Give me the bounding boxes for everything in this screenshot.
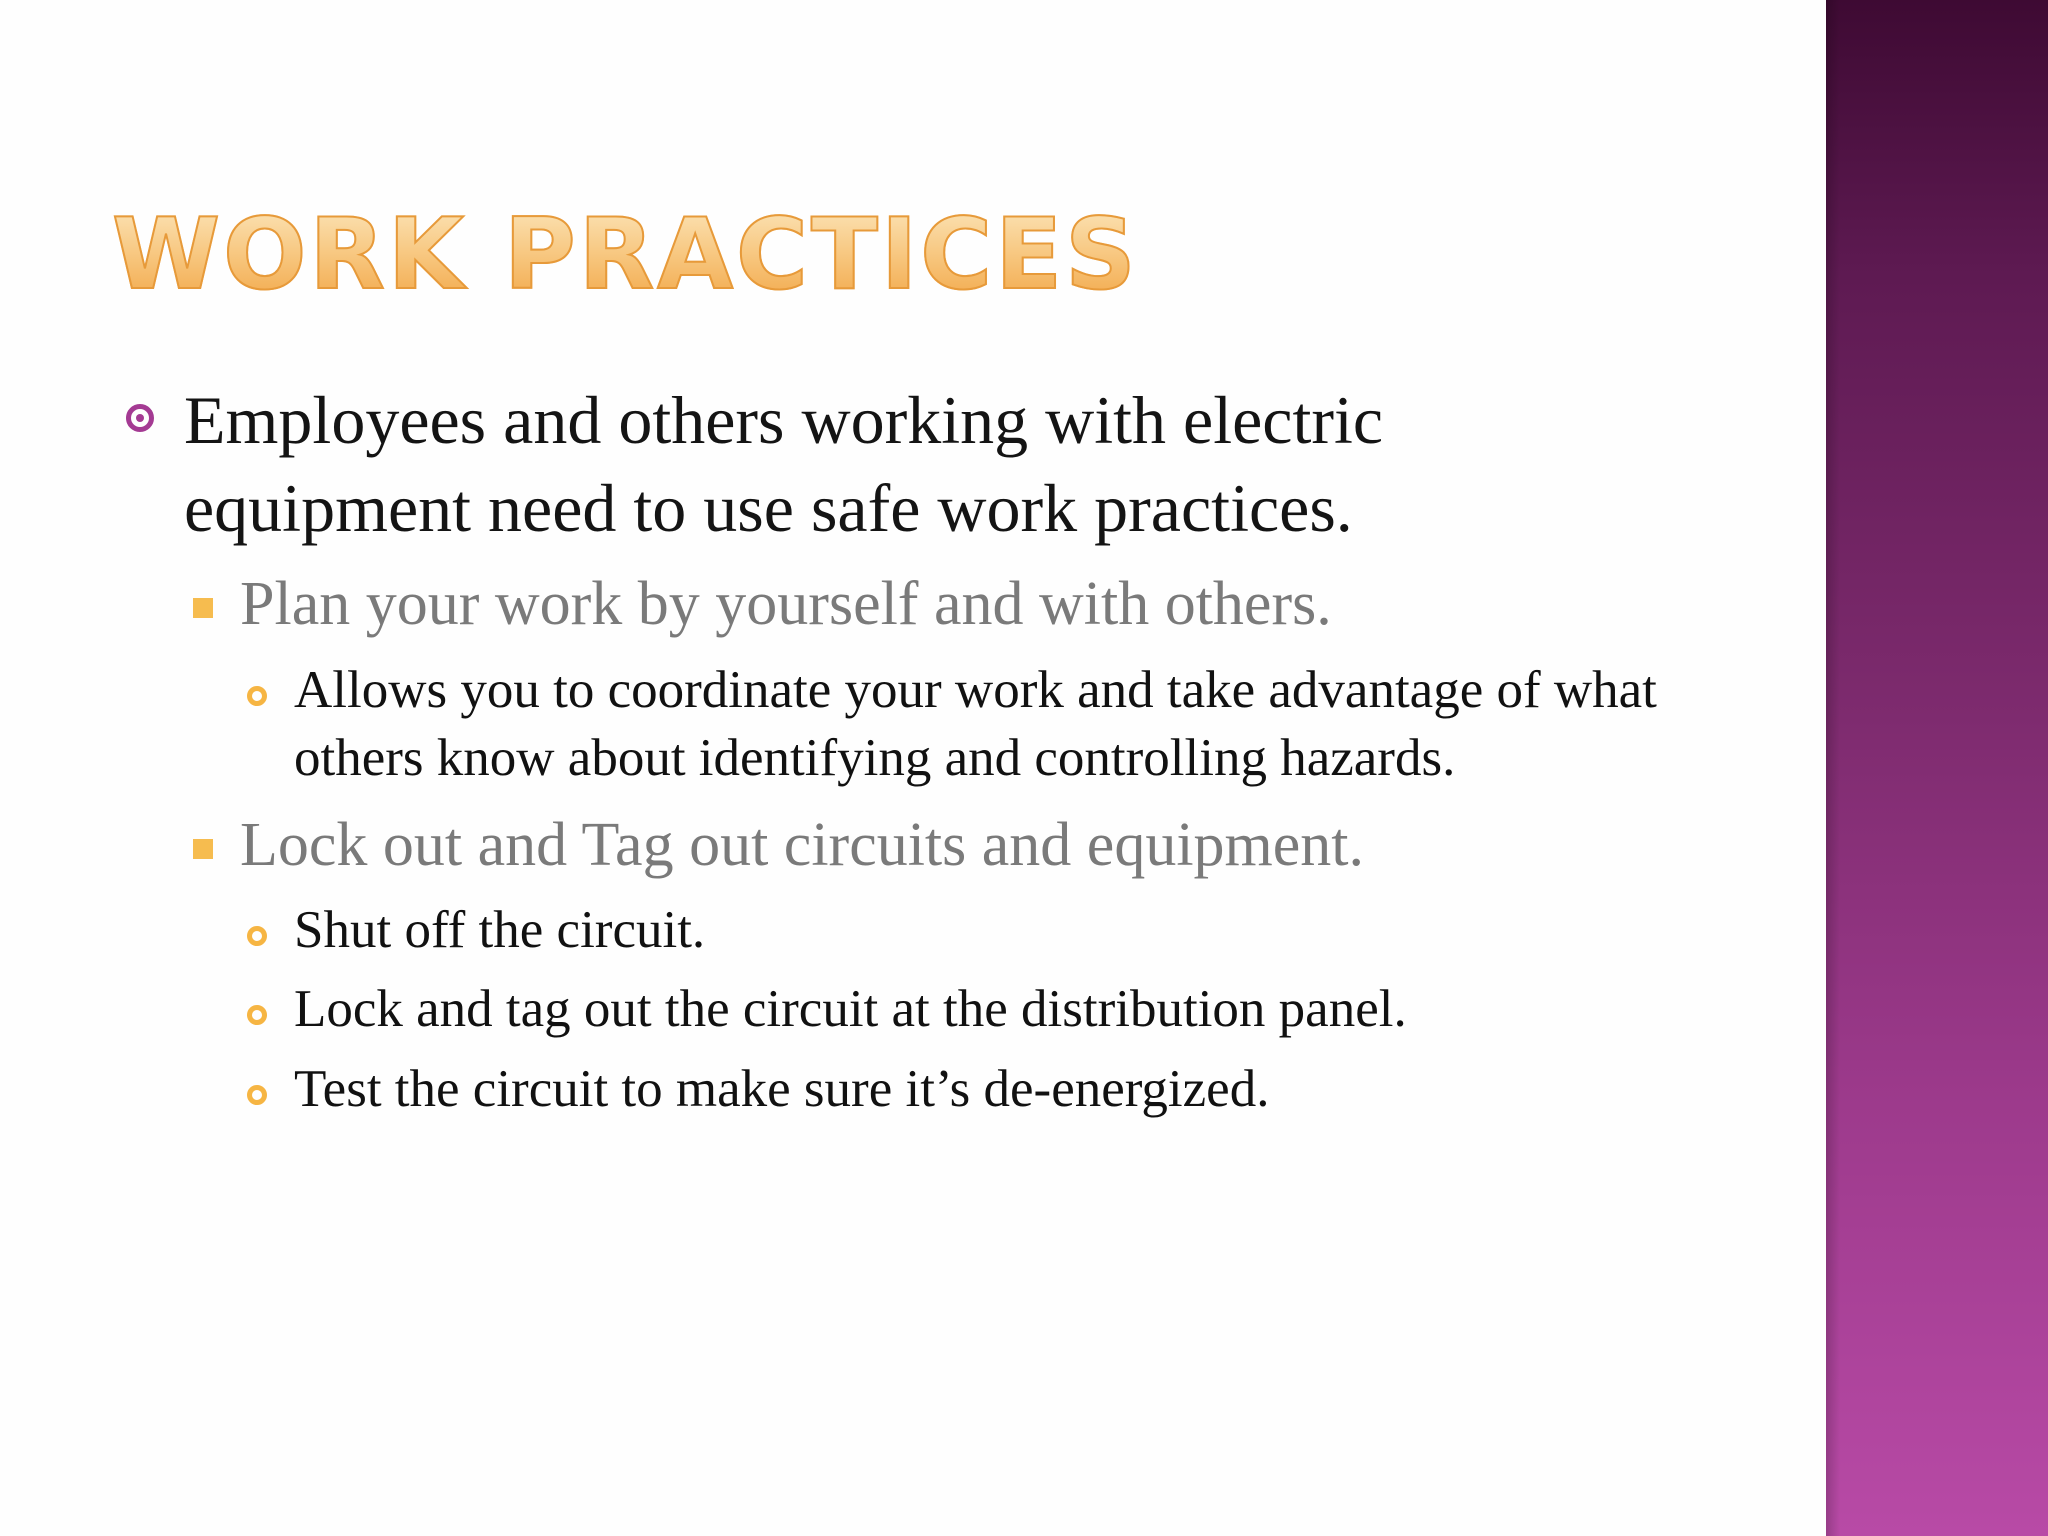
ring-bullet-icon: [247, 926, 267, 946]
list-item: Test the circuit to make sure it’s de-energized.: [294, 1060, 1270, 1118]
ring-bullet-icon: [247, 1005, 267, 1025]
ring-bullet-icon: [247, 686, 267, 706]
section-heading-plan: Plan your work by yourself and with others.: [240, 570, 1332, 638]
list-item: Lock and tag out the circuit at the distribution panel.: [294, 980, 1407, 1038]
ring-bullet-icon: [247, 1085, 267, 1105]
square-bullet-icon: [193, 839, 213, 859]
main-bullet-text: Employees and others working with electric equipment need to use safe work practices.: [184, 382, 1384, 546]
list-item: Allows you to coordinate your work and take advantage of what others know about identifying and controlling hazards.: [294, 661, 1657, 787]
decorative-sidebar: [1826, 0, 2048, 1536]
circle-bullet-icon: [126, 404, 154, 432]
section-heading-lockout: Lock out and Tag out circuits and equipment.: [240, 811, 1365, 879]
square-bullet-icon: [193, 598, 213, 618]
list-item: Shut off the circuit.: [294, 901, 706, 959]
slide-title: WORK PRACTICES: [112, 198, 1139, 312]
